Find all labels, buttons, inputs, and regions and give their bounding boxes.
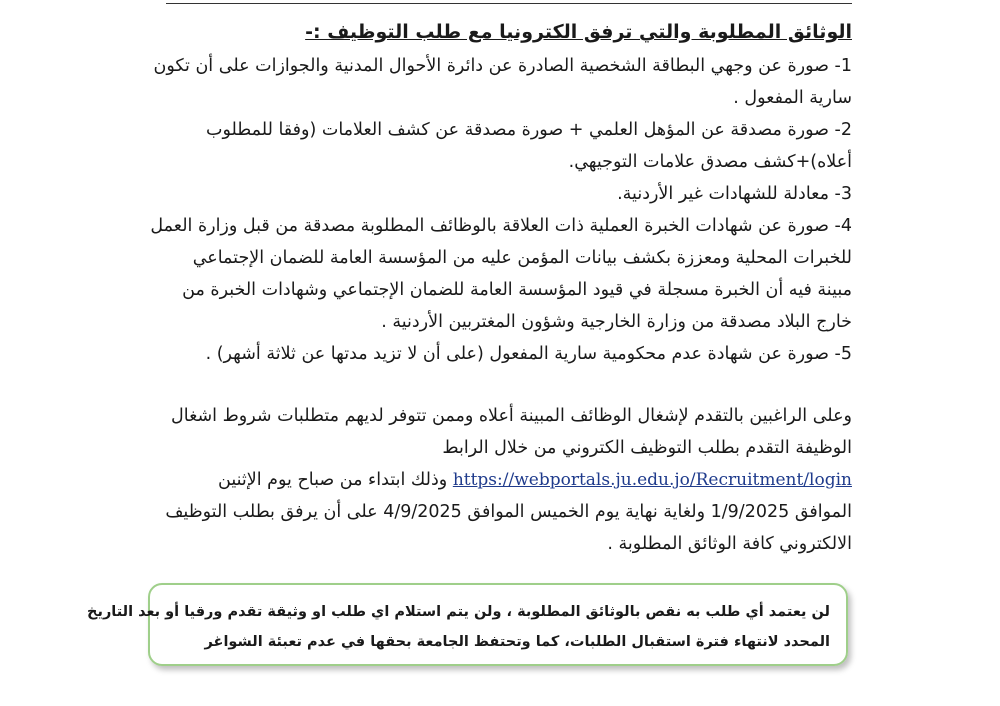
- item-4-line-2: للخبرات المحلية ومعززة بكشف بيانات المؤمن عليه من المؤسسة العامة للضمان الإجتماعي: [192, 248, 852, 268]
- item-1-line-1: 1- صورة عن وجهي البطاقة الشخصية الصادرة عن دائرة الأحوال المدنية والجوازات على أن تكون: [153, 56, 852, 76]
- applicants-line-2: الوظيفة التقدم بطلب التوظيف الكتروني من خلال الرابط: [442, 438, 852, 458]
- notice-line-2: المحدد لانتهاء فترة استقبال الطلبات، كما وتحتفظ الجامعة بحقها في عدم تعبئة الشواغر: [204, 634, 830, 650]
- item-3: [142, 178, 852, 210]
- item-5: [142, 338, 852, 370]
- item-2: [142, 114, 852, 178]
- applicants-line-1: وعلى الراغبين بالتقدم لإشغال الوظائف المبينة أعلاه وممن تتوفر لديهم متطلبات شروط اشغال: [171, 406, 852, 426]
- applicants-line-3: [142, 464, 852, 496]
- item-4-line-4: خارج البلاد مصدقة من وزارة الخارجية وشؤون المغتربين الأردنية .: [381, 312, 852, 332]
- notice-box: [87, 583, 848, 666]
- item-1: [142, 50, 852, 114]
- top-border-line: [166, 0, 852, 4]
- notice-line-1: لن يعتمد أي طلب به نقص بالوثائق المطلوبة ، ولن يتم استلام اي طلب او وثيقة تقدم ورقيا أو بعد التاريخ: [87, 604, 830, 620]
- start-date-text: وذلك ابتداء من صباح يوم الإثنين: [218, 470, 453, 490]
- applicants-line-4: الموافق 1/9/2025 ولغاية نهاية يوم الخميس الموافق 4/9/2025 على أن يرفق بطلب التوظيف: [165, 502, 852, 522]
- item-4: [142, 210, 852, 338]
- item-3-line-1: 3- معادلة للشهادات غير الأردنية.: [617, 184, 852, 204]
- item-4-line-1: 4- صورة عن شهادات الخبرة العملية ذات العلاقة بالوظائف المطلوبة مصدقة من قبل وزارة العمل: [150, 216, 852, 236]
- applicants-paragraph: [142, 400, 852, 560]
- item-1-line-2: سارية المفعول .: [733, 88, 852, 108]
- document-body: [142, 14, 852, 560]
- recruitment-portal-link[interactable]: https://webportals.ju.edu.jo/Recruitment/login: [452, 470, 852, 490]
- item-2-line-2: أعلاه)+كشف مصدق علامات التوجيهي.: [568, 152, 852, 172]
- required-documents-heading: الوثائق المطلوبة والتي ترفق الكترونيا مع طلب التوظيف :-: [305, 21, 852, 43]
- item-2-line-1: 2- صورة مصدقة عن المؤهل العلمي + صورة مصدقة عن كشف العلامات (وفقا للمطلوب: [206, 120, 852, 140]
- applicants-line-5: الالكتروني كافة الوثائق المطلوبة .: [607, 534, 852, 554]
- item-4-line-3: مبينة فيه أن الخبرة مسجلة في قيود المؤسسة العامة للضمان الإجتماعي وشهادات الخبرة من: [182, 280, 852, 300]
- item-5-line-1: 5- صورة عن شهادة عدم محكومية سارية المفعول (على أن لا تزيد مدتها عن ثلاثة أشهر) .: [205, 344, 852, 364]
